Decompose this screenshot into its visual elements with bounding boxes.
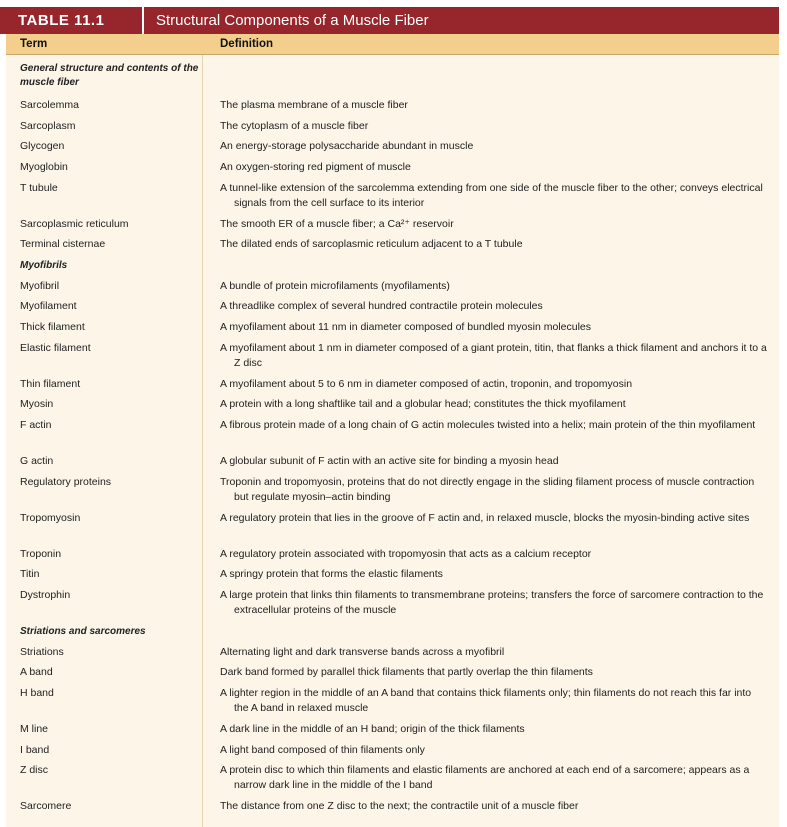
- row-definition: A threadlike complex of several hundred contractile protein molecules: [220, 300, 543, 312]
- section-heading-striations: Striations and sarcomeres: [20, 626, 146, 637]
- row-term: Thin filament: [20, 378, 81, 390]
- row-definition: A dark line in the middle of an H band; origin of the thick filaments: [220, 723, 525, 735]
- row-term: Z disc: [20, 764, 49, 776]
- row-term: Troponin: [20, 548, 62, 560]
- row-term: Sarcoplasmic reticulum: [20, 218, 129, 230]
- row-definition: Dark band formed by parallel thick filaments that partly overlap the thin filaments: [220, 666, 593, 678]
- section-heading-myofibrils: Myofibrils: [20, 260, 68, 271]
- row-term: Thick filament: [20, 321, 85, 333]
- row-definition: A lighter region in the middle of an A band that contains thick filaments only; thin filaments do not reach this far into the A band in relaxed muscle: [220, 687, 752, 714]
- row-definition: A globular subunit of F actin with an active site for binding a myosin head: [220, 455, 559, 467]
- row-definition: A myofilament about 5 to 6 nm in diameter composed of actin, troponin, and tropomyosin: [220, 378, 633, 390]
- row-term: A band: [20, 666, 53, 678]
- row-term: H band: [20, 687, 54, 699]
- row-term: G actin: [20, 455, 54, 467]
- row-term: Regulatory proteins: [20, 476, 112, 488]
- row-term: Titin: [20, 568, 40, 580]
- row-term: Myofilament: [20, 300, 77, 312]
- row-definition: An oxygen-storing red pigment of muscle: [220, 161, 411, 173]
- row-term: T tubule: [20, 182, 58, 194]
- table-title-bar: [0, 7, 779, 34]
- row-definition: Alternating light and dark transverse bands across a myofibril: [220, 646, 505, 658]
- row-term: Dystrophin: [20, 589, 71, 601]
- row-definition: A light band composed of thin filaments only: [220, 744, 425, 756]
- row-definition: A springy protein that forms the elastic filaments: [220, 568, 443, 580]
- row-definition: A tunnel-like extension of the sarcolemma extending from one side of the muscle fiber to the other; conveys electrical signals from the cell surface to its interior: [220, 182, 763, 209]
- row-definition: A myofilament about 1 nm in diameter composed of a giant protein, titin, that flanks a thick filament and anchors it to a Z disc: [220, 342, 767, 369]
- row-term: Myoglobin: [20, 161, 68, 173]
- row-term: Myosin: [20, 398, 54, 410]
- row-definition: Troponin and tropomyosin, proteins that do not directly engage in the sliding filament process of muscle contraction but regulate myosin–actin binding: [220, 476, 755, 503]
- row-definition: An energy-storage polysaccharide abundant in muscle: [220, 140, 474, 152]
- row-definition: A regulatory protein associated with tropomyosin that acts as a calcium receptor: [220, 548, 592, 560]
- row-definition: The cytoplasm of a muscle fiber: [220, 120, 369, 132]
- row-term: Myofibril: [20, 280, 60, 292]
- row-term: Striations: [20, 646, 64, 658]
- column-header-definition: Definition: [220, 38, 274, 50]
- section-heading-general: General structure and contents of the muscle fiber: [20, 63, 199, 88]
- row-term: Terminal cisternae: [20, 238, 106, 250]
- row-term: Glycogen: [20, 140, 65, 152]
- table-header-row: [6, 34, 779, 55]
- row-definition: The distance from one Z disc to the next; the contractile unit of a muscle fiber: [220, 800, 579, 812]
- table-label: TABLE 11.1: [18, 12, 105, 29]
- row-definition: A bundle of protein microfilaments (myofilaments): [220, 280, 450, 292]
- row-term: Sarcolemma: [20, 99, 79, 111]
- table-title: Structural Components of a Muscle Fiber: [142, 7, 429, 34]
- row-term: Sarcoplasm: [20, 120, 76, 132]
- row-term: Sarcomere: [20, 800, 72, 812]
- row-term: Elastic filament: [20, 342, 91, 354]
- row-term: F actin: [20, 419, 52, 431]
- row-definition: A large protein that links thin filaments to transmembrane proteins; transfers the force of sarcomere contraction to the extracellular proteins of the muscle: [220, 589, 764, 616]
- row-definition: A protein disc to which thin filaments and elastic filaments are anchored at each end of a sarcomere; appears as a narrow dark line in the middle of the I band: [220, 764, 750, 791]
- row-definition: A regulatory protein that lies in the groove of F actin and, in relaxed muscle, blocks the myosin-binding active sites: [220, 512, 750, 524]
- column-header-term: Term: [20, 38, 48, 50]
- row-definition: A protein with a long shaftlike tail and a globular head; constitutes the thick myofilament: [220, 398, 626, 410]
- row-term: Tropomyosin: [20, 512, 81, 524]
- row-term: M line: [20, 723, 49, 735]
- row-term: I band: [20, 744, 50, 756]
- row-definition: A myofilament about 11 nm in diameter composed of bundled myosin molecules: [220, 321, 592, 333]
- row-definition: The dilated ends of sarcoplasmic reticulum adjacent to a T tubule: [220, 238, 523, 250]
- row-definition: The smooth ER of a muscle fiber; a Ca²⁺ reservoir: [220, 218, 454, 230]
- row-definition: The plasma membrane of a muscle fiber: [220, 99, 408, 111]
- row-definition: A fibrous protein made of a long chain of G actin molecules twisted into a helix; main protein of the thin myofilament: [220, 419, 756, 431]
